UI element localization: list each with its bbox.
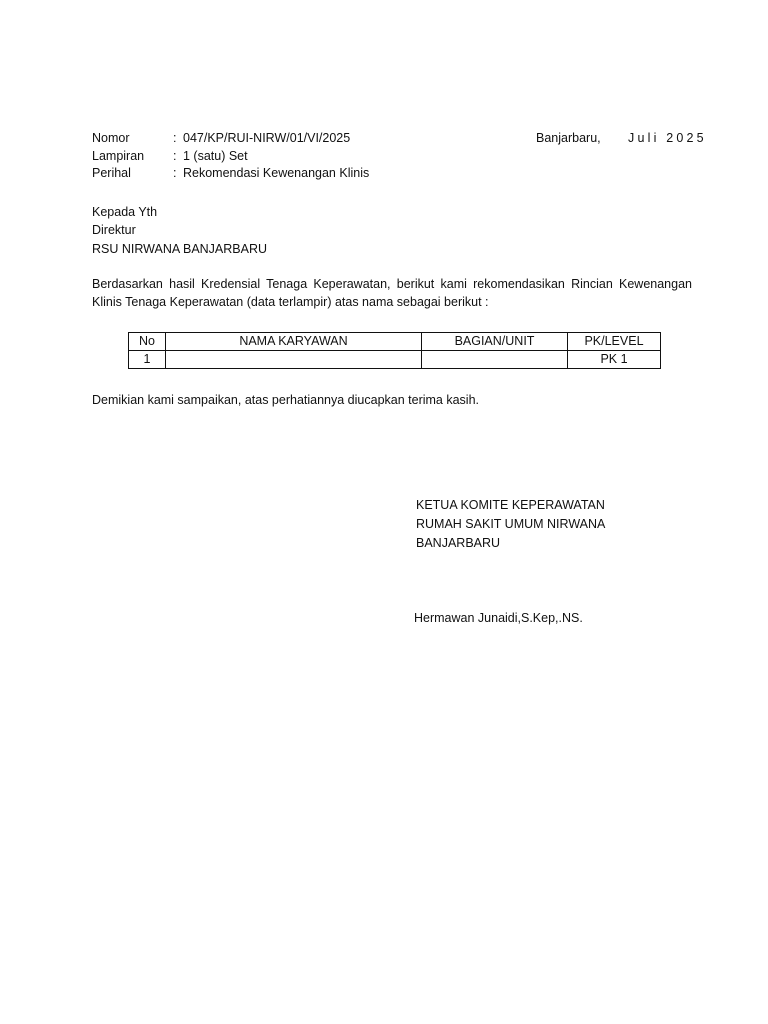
cell-level: PK 1 [568,351,661,369]
body-paragraph: Berdasarkan hasil Kredensial Tenaga Keperawatan, berikut kami rekomendasikan Rincian Kewenangan Klinis Tenaga Keperawatan (data terlampir) atas nama sebagai berikut : [92,277,692,309]
perihal-value: Rekomendasi Kewenangan Klinis [183,166,370,180]
table-row [129,351,661,369]
cell-nama [166,351,422,369]
header-no: No [129,333,166,351]
signature-title-line-1: KETUA KOMITE KEPERAWATAN [416,498,605,512]
cell-bagian [422,351,568,369]
signature-title-line-2: RUMAH SAKIT UMUM NIRWANA [416,517,606,531]
recipient-line-2: Direktur [92,223,136,237]
nomor-value: 047/KP/RUI-NIRW/01/VI/2025 [183,131,351,145]
signature-title-line-3: BANJARBARU [416,536,501,550]
nomor-colon: : [173,131,177,145]
table-header-row [129,333,661,351]
closing-sentence: Demikian kami sampaikan, atas perhatiannya diucapkan terima kasih. [92,393,479,407]
letter-place: Banjarbaru, [536,131,601,145]
lampiran-colon: : [173,149,177,163]
employee-table [128,332,661,369]
header-pk-level: PK/LEVEL [568,333,661,351]
header-bagian-unit: BAGIAN/UNIT [422,333,568,351]
recipient-line-3: RSU NIRWANA BANJARBARU [92,242,268,256]
perihal-colon: : [173,166,177,180]
lampiran-value: 1 (satu) Set [183,149,248,163]
letter-date: Juli 2025 [628,131,707,145]
cell-no: 1 [129,351,166,369]
nomor-label: Nomor [92,131,130,145]
lampiran-label: Lampiran [92,149,145,163]
header-nama-karyawan: NAMA KARYAWAN [166,333,422,351]
recipient-line-1: Kepada Yth [92,205,158,219]
signatory-name: Hermawan Junaidi,S.Kep,.NS. [414,611,583,625]
perihal-label: Perihal [92,166,131,180]
